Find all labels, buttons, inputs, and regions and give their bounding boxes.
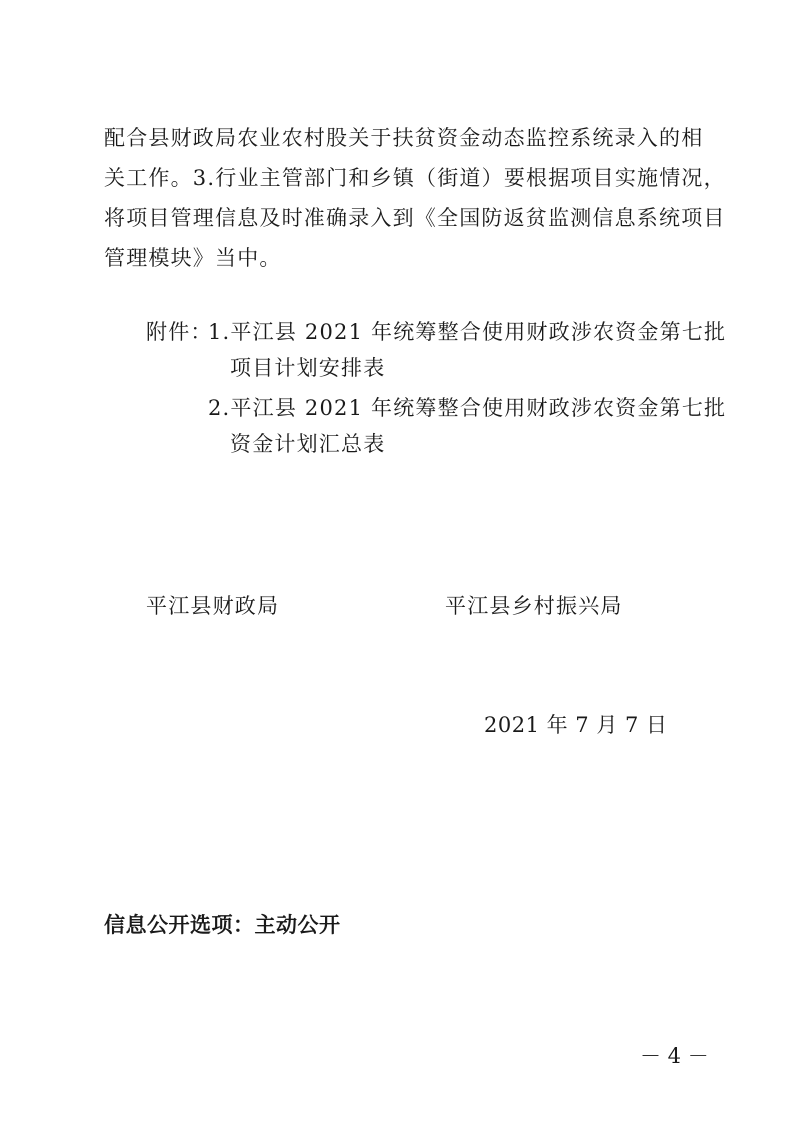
disclosure-option: 信息公开选项：主动公开 bbox=[104, 913, 341, 937]
signature-rural-revitalization-bureau: 平江县乡村振兴局 bbox=[445, 594, 623, 618]
attachment-1-title-line-1: 1.平江县 2021 年统筹整合使用财政涉农资金第七批 bbox=[208, 320, 727, 344]
body-line-3: 将项目管理信息及时准确录入到《全国防返贫监测信息系统项目 bbox=[104, 206, 726, 230]
attachment-2-title-line-1: 2.平江县 2021 年统筹整合使用财政涉农资金第七批 bbox=[208, 396, 727, 420]
body-line-4: 管理模块》当中。 bbox=[104, 246, 282, 270]
body-line-1: 配合县财政局农业农村股关于扶贫资金动态监控系统录入的相 bbox=[104, 126, 704, 150]
attachment-2-title-line-2: 资金计划汇总表 bbox=[230, 432, 386, 456]
body-line-2: 关工作。3.行业主管部门和乡镇（街道）要根据项目实施情况， bbox=[104, 166, 726, 190]
attachment-1-title-line-2: 项目计划安排表 bbox=[230, 356, 386, 380]
attachments-label: 附件： bbox=[146, 320, 213, 344]
page-number: － 4 － bbox=[640, 1044, 709, 1068]
document-date: 2021 年 7 月 7 日 bbox=[484, 713, 668, 737]
signature-finance-bureau: 平江县财政局 bbox=[146, 594, 280, 618]
